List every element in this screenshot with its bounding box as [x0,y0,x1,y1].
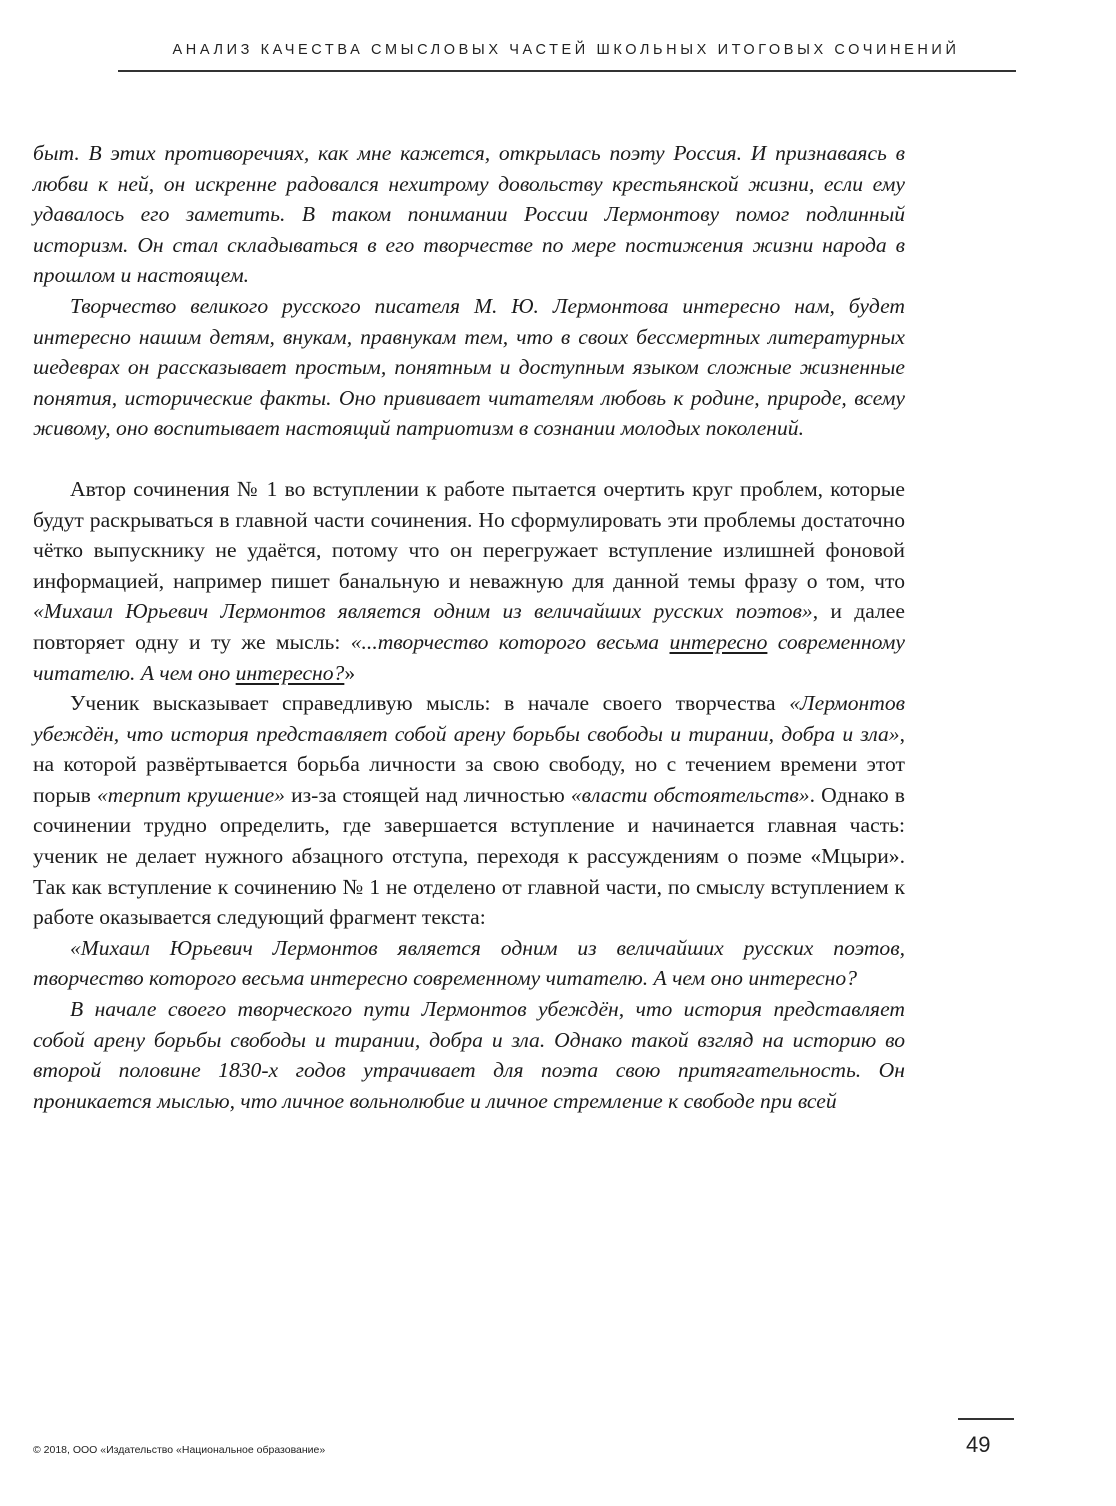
body-text: Ученик высказывает справедливую мысль: в начале своего творчества [70,691,790,716]
body-text: , на которой развёртывается борьба личности за свою свободу, но с течением времени этот порыв [33,721,905,807]
paragraph-gap [33,444,905,474]
analysis-paragraph [33,474,905,688]
inline-quote: «...творчество которого весьма [350,629,670,654]
intro-quote-paragraph: «Михаил Юрьевич Лермонтов является одним из величайших русских поэтов, творчество которого весьма интересно современному читателю. А чем оно интересно? [33,935,905,991]
footer-divider [958,1418,1014,1420]
copyright-notice: © 2018, ООО «Издательство «Национальное образование» [33,1444,326,1456]
essay-quote-paragraph: быт. В этих противоречиях, как мне кажется, открылась поэту Россия. И признаваясь в любви к ней, он искренне радовался нехитрому довольству крестьянской жизни, если ему удавалось его заметить. В таком понимании России Лермонтову помог подлинный историзм. Он стал складываться в его творчестве по мере постижения жизни народа в прошлом и настоящем. [33,141,905,288]
inline-quote: «терпит крушение» [96,782,285,807]
body-text: . Однако в сочинении трудно определить, где завершается вступление и начинается главная часть: ученик не делает нужного абзацного отступа, переходя к рассуждениям о поэме «Мцыри». Так как вступление к сочинению № 1 не отделено от главной части, по смыслу вступлением к работе оказывается следующий фрагмент текста: [33,782,906,930]
body-text: из-за стоящей над личностью [284,782,571,807]
essay-quote-paragraph: Творчество великого русского писателя М. Ю. Лермонтова интересно нам, будет интересно нашим детям, внукам, правнукам тем, что в своих бессмертных литературных шедеврах он рассказывает простым, понятным и доступным языком сложные жизненные понятия, исторические факты. Оно прививает читателям любовь к родине, природе, всему живому, оно воспитывает настоящий патриотизм в сознании молодых поколений. [33,293,905,441]
header-divider [118,70,1016,72]
body-text: , и далее повторяет одну и ту же мысль: [33,599,905,654]
inline-quote: «Михаил Юрьевич Лермонтов является одним из величайших русских поэтов» [33,599,813,624]
intro-quote-paragraph: В начале своего творческого пути Лермонтов убеждён, что история представляет собой арену борьбы свободы и тирании, добра и зла. Однако такой взгляд на историю во второй половине 1830-х годов утрачивает для поэта свою притягательность. Он проникается мыслью, что личное вольнолюбие и личное стремление к свободе при всей [33,997,905,1113]
underlined-word: интересно? [235,660,345,685]
inline-quote: «власти обстоятельств» [570,782,810,807]
analysis-paragraph [33,688,905,933]
running-header: АНАЛИЗ КАЧЕСТВА СМЫСЛОВЫХ ЧАСТЕЙ ШКОЛЬНЫХ ИТОГОВЫХ СОЧИНЕНИЙ [172,42,960,58]
body-text: Автор сочинения № 1 во вступлении к работе пытается очертить круг проблем, которые будут раскрываться в главной части сочинения. Но сформулировать эти проблемы достаточно чётко выпускнику не удаётся, потому что он перегружает вступление излишней фоновой информацией, например пишет банальную и неважную для данной темы фразу о том, что [33,476,905,593]
underlined-word: интересно [669,629,768,654]
inline-quote: «Лермонтов убеждён, что история представляет собой арену борьбы свободы и тирании, добра и зла» [33,691,905,746]
closing-quote-mark: » [344,660,356,685]
page-content [33,138,905,1116]
inline-quote: современному читателю. А чем оно [33,629,905,685]
page-number: 49 [966,1432,991,1457]
